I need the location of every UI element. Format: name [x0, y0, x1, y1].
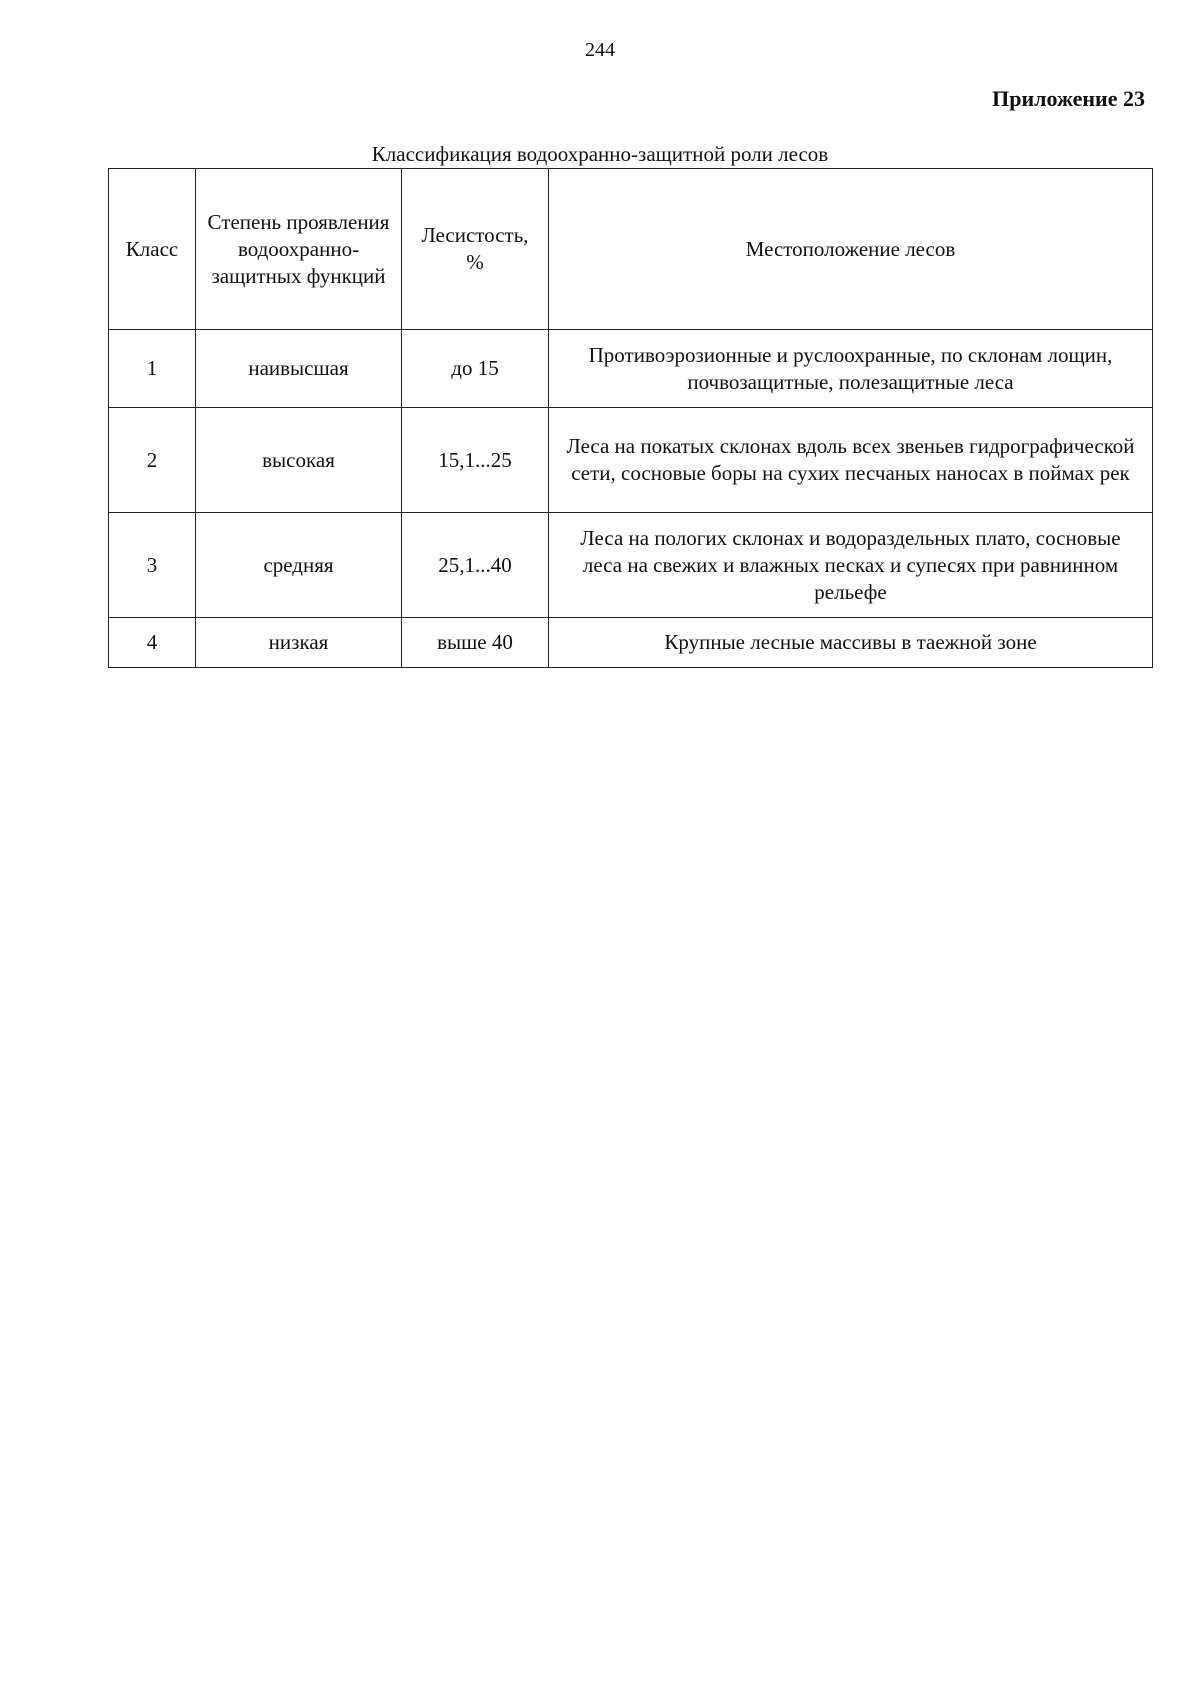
cell-class: 3 — [109, 513, 196, 618]
header-class: Класс — [109, 169, 196, 330]
header-degree: Степень проявления водоохранно-защитных функций — [196, 169, 402, 330]
table-row — [109, 618, 1153, 668]
page-number: 244 — [585, 39, 615, 61]
cell-forest-cover: 25,1...40 — [402, 513, 549, 618]
table-title: Классификация водоохранно-защитной роли лесов — [371, 142, 829, 166]
cell-class: 2 — [109, 408, 196, 513]
cell-location: Противоэрозионные и руслоохранные, по склонам лощин, почвозащитные, полезащитные леса — [549, 330, 1153, 408]
cell-forest-cover: выше 40 — [402, 618, 549, 668]
cell-forest-cover: 15,1...25 — [402, 408, 549, 513]
cell-degree: наивысшая — [196, 330, 402, 408]
table-row — [109, 513, 1153, 618]
table-row — [109, 408, 1153, 513]
appendix-label: Приложение 23 — [992, 86, 1145, 111]
header-forest-cover: Лесистость, % — [402, 169, 549, 330]
cell-degree: низкая — [196, 618, 402, 668]
cell-class: 1 — [109, 330, 196, 408]
header-location: Местоположение лесов — [549, 169, 1153, 330]
cell-class: 4 — [109, 618, 196, 668]
table-header-row — [109, 169, 1153, 330]
classification-table — [108, 168, 1153, 668]
cell-degree: высокая — [196, 408, 402, 513]
cell-forest-cover: до 15 — [402, 330, 549, 408]
cell-location: Крупные лесные массивы в таежной зоне — [549, 618, 1153, 668]
table-row — [109, 330, 1153, 408]
cell-location: Леса на пологих склонах и водораздельных плато, сосновые леса на свежих и влажных песках и супесях при равнинном рельефе — [549, 513, 1153, 618]
cell-degree: средняя — [196, 513, 402, 618]
cell-location: Леса на покатых склонах вдоль всех звеньев гидрографической сети, сосновые боры на сухих песчаных наносах в поймах рек — [549, 408, 1153, 513]
